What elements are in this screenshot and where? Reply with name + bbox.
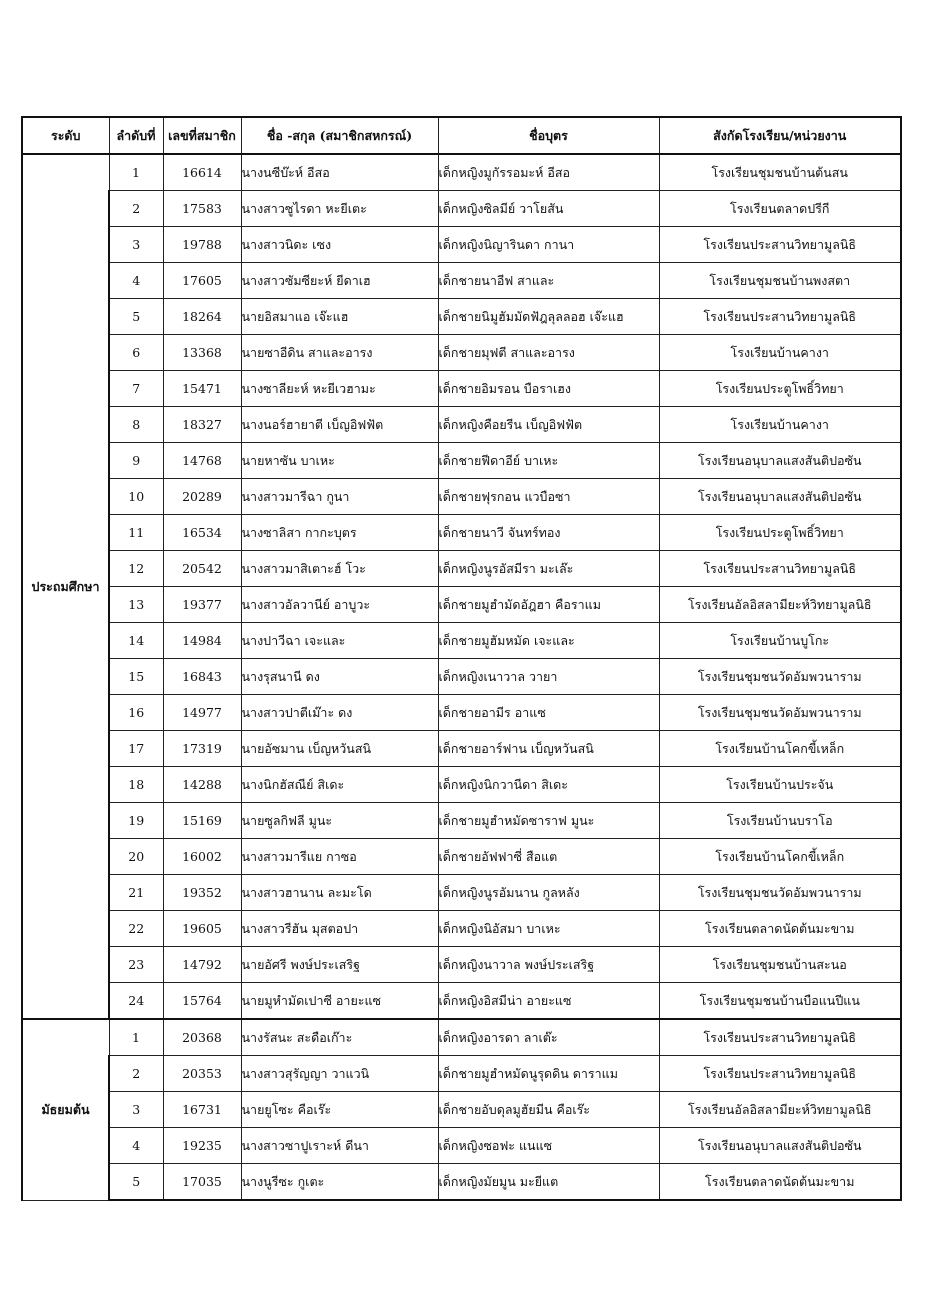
member-name-cell: นายยูโซะ คือเร๊ะ — [241, 1092, 438, 1128]
school-cell: โรงเรียนบ้านคางา — [659, 335, 901, 371]
table-row — [22, 299, 901, 335]
school-cell: โรงเรียนชุมชนบ้านต้นสน — [659, 154, 901, 191]
member-name-cell: นายมูหำมัดเปาซี อายะแซ — [241, 983, 438, 1020]
table-row — [22, 623, 901, 659]
order-cell: 5 — [109, 299, 163, 335]
member-name-cell: นางสาวซาปูเราะห์ ดีนา — [241, 1128, 438, 1164]
school-cell: โรงเรียนบ้านบูโกะ — [659, 623, 901, 659]
child-name-cell: เด็กชายอิมรอน บือราเฮง — [438, 371, 659, 407]
table-row — [22, 587, 901, 623]
school-cell: โรงเรียนชุมชนวัดอัมพวนาราม — [659, 875, 901, 911]
order-cell: 8 — [109, 407, 163, 443]
table-row — [22, 983, 901, 1020]
member-name-cell: นางสาวมาสิเตาะฮ์ โวะ — [241, 551, 438, 587]
child-name-cell: เด็กหญิงซอฟะ แนแซ — [438, 1128, 659, 1164]
level-cell: มัธยมต้น — [22, 1019, 109, 1200]
member-name-cell: นางสาวซัมซียะห์ ยีดาเฮ — [241, 263, 438, 299]
member-name-cell: นางสาวอัลวานีย์ อาบูวะ — [241, 587, 438, 623]
child-name-cell: เด็กหญิงนูรอัสมีรา มะเล๊ะ — [438, 551, 659, 587]
member-name-cell: นายซูลกิฟลี มูนะ — [241, 803, 438, 839]
table-row — [22, 803, 901, 839]
member-number-cell: 19352 — [163, 875, 241, 911]
child-name-cell: เด็กหญิงนูรอัมนาน กูลหลัง — [438, 875, 659, 911]
table-row — [22, 1019, 901, 1056]
child-name-cell: เด็กชายมูฮัมหมัด เจะและ — [438, 623, 659, 659]
child-name-cell: เด็กชายนิมูฮัมมัดฟัฎลุลลอฮ เจ๊ะแฮ — [438, 299, 659, 335]
child-name-cell: เด็กหญิงมูกัรรอมะห์ อีสอ — [438, 154, 659, 191]
school-cell: โรงเรียนอนุบาลแสงสันติปอซัน — [659, 1128, 901, 1164]
table-body — [22, 154, 901, 1200]
child-name-cell: เด็กชายฟีดาอีย์ บาเหะ — [438, 443, 659, 479]
member-number-cell: 14977 — [163, 695, 241, 731]
member-number-cell: 16002 — [163, 839, 241, 875]
table-row — [22, 767, 901, 803]
order-cell: 1 — [109, 154, 163, 191]
member-name-cell: นางนซีบ๊ะห์ อีสอ — [241, 154, 438, 191]
school-cell: โรงเรียนบ้านโคกขี้เหล็ก — [659, 839, 901, 875]
table-row — [22, 227, 901, 263]
table-row — [22, 515, 901, 551]
level-cell: ประถมศึกษา — [22, 154, 109, 1019]
child-name-cell: เด็กชายนาอีฟ สาและ — [438, 263, 659, 299]
member-number-cell: 18264 — [163, 299, 241, 335]
table-row — [22, 731, 901, 767]
child-name-cell: เด็กหญิงเนาวาล วายา — [438, 659, 659, 695]
header-member-name: ชื่อ -สกุล (สมาชิกสหกรณ์) — [241, 117, 438, 154]
child-name-cell: เด็กหญิงนิอัสมา บาเหะ — [438, 911, 659, 947]
school-cell: โรงเรียนอนุบาลแสงสันติปอซัน — [659, 443, 901, 479]
header-order: ลำดับที่ — [109, 117, 163, 154]
member-number-cell: 17605 — [163, 263, 241, 299]
child-name-cell: เด็กชายนาวี จันทร์ทอง — [438, 515, 659, 551]
child-name-cell: เด็กชายอัฟฟาซี่ สือแต — [438, 839, 659, 875]
order-cell: 24 — [109, 983, 163, 1020]
table-row — [22, 911, 901, 947]
member-number-cell: 14792 — [163, 947, 241, 983]
member-number-cell: 16843 — [163, 659, 241, 695]
header-member-no: เลขที่สมาชิก — [163, 117, 241, 154]
order-cell: 23 — [109, 947, 163, 983]
school-cell: โรงเรียนบ้านบราโอ — [659, 803, 901, 839]
member-number-cell: 16534 — [163, 515, 241, 551]
school-cell: โรงเรียนอัลอิสลามียะห์วิทยามูลนิธิ — [659, 587, 901, 623]
child-name-cell: เด็กชายมูฮำหมัดซาราฟ มูนะ — [438, 803, 659, 839]
order-cell: 9 — [109, 443, 163, 479]
member-name-cell: นางสาวรีฮัน มุสตอปา — [241, 911, 438, 947]
school-cell: โรงเรียนประตูโพธิ์วิทยา — [659, 515, 901, 551]
member-children-table — [21, 116, 902, 1201]
school-cell: โรงเรียนประสานวิทยามูลนิธิ — [659, 1056, 901, 1092]
table-row — [22, 695, 901, 731]
child-name-cell: เด็กหญิงอิสมีน่า อายะแซ — [438, 983, 659, 1020]
table-row — [22, 1056, 901, 1092]
school-cell: โรงเรียนชุมชนบ้านสะนอ — [659, 947, 901, 983]
school-cell: โรงเรียนอัลอิสลามียะห์วิทยามูลนิธิ — [659, 1092, 901, 1128]
member-number-cell: 17319 — [163, 731, 241, 767]
member-name-cell: นางซาลิสา กากะบุตร — [241, 515, 438, 551]
order-cell: 5 — [109, 1164, 163, 1201]
school-cell: โรงเรียนประสานวิทยามูลนิธิ — [659, 299, 901, 335]
order-cell: 17 — [109, 731, 163, 767]
order-cell: 16 — [109, 695, 163, 731]
member-name-cell: นายอัซมาน เบ็ญหวันสนิ — [241, 731, 438, 767]
order-cell: 13 — [109, 587, 163, 623]
table-row — [22, 1128, 901, 1164]
member-number-cell: 17035 — [163, 1164, 241, 1201]
table-row — [22, 335, 901, 371]
member-number-cell: 15471 — [163, 371, 241, 407]
member-name-cell: นางนูรีซะ กูเตะ — [241, 1164, 438, 1201]
member-number-cell: 14984 — [163, 623, 241, 659]
member-number-cell: 19377 — [163, 587, 241, 623]
member-number-cell: 16731 — [163, 1092, 241, 1128]
member-number-cell: 20542 — [163, 551, 241, 587]
member-name-cell: นางนอร์ฮายาตี เบ็ญอิฟฟัต — [241, 407, 438, 443]
member-name-cell: นางสาวปาตีเม๊าะ ดง — [241, 695, 438, 731]
order-cell: 2 — [109, 191, 163, 227]
table-row — [22, 154, 901, 191]
order-cell: 1 — [109, 1019, 163, 1056]
table-row — [22, 479, 901, 515]
member-number-cell: 20368 — [163, 1019, 241, 1056]
member-name-cell: นายซาอีดิน สาและอารง — [241, 335, 438, 371]
member-name-cell: นางรัสนะ สะดือเก๊าะ — [241, 1019, 438, 1056]
member-number-cell: 13368 — [163, 335, 241, 371]
child-name-cell: เด็กหญิงซิลมีย์ วาโยสัน — [438, 191, 659, 227]
child-name-cell: เด็กชายอาร์ฟาน เบ็ญหวันสนิ — [438, 731, 659, 767]
order-cell: 6 — [109, 335, 163, 371]
order-cell: 18 — [109, 767, 163, 803]
table-row — [22, 659, 901, 695]
member-name-cell: นางสาวมารีฉา กูนา — [241, 479, 438, 515]
member-number-cell: 15169 — [163, 803, 241, 839]
child-name-cell: เด็กหญิงนาวาล พงษ์ประเสริฐ — [438, 947, 659, 983]
member-number-cell: 14288 — [163, 767, 241, 803]
school-cell: โรงเรียนบ้านประจัน — [659, 767, 901, 803]
table-row — [22, 1164, 901, 1201]
child-name-cell: เด็กหญิงมัยมูน มะยีแต — [438, 1164, 659, 1201]
header-school: สังกัดโรงเรียน/หน่วยงาน — [659, 117, 901, 154]
table-row — [22, 371, 901, 407]
child-name-cell: เด็กชายมูฮำหมัดนูรุดดิน ดาราแม — [438, 1056, 659, 1092]
order-cell: 4 — [109, 263, 163, 299]
order-cell: 4 — [109, 1128, 163, 1164]
member-name-cell: นางสาวซูไรดา หะยีเตะ — [241, 191, 438, 227]
table-row — [22, 875, 901, 911]
school-cell: โรงเรียนตลาดปรีกี — [659, 191, 901, 227]
order-cell: 7 — [109, 371, 163, 407]
member-name-cell: นางซาลียะห์ หะยีเวฮามะ — [241, 371, 438, 407]
member-number-cell: 16614 — [163, 154, 241, 191]
member-number-cell: 15764 — [163, 983, 241, 1020]
order-cell: 11 — [109, 515, 163, 551]
member-name-cell: นายอัศรี พงษ์ประเสริฐ — [241, 947, 438, 983]
child-name-cell: เด็กหญิงนิกวานีดา สิเดะ — [438, 767, 659, 803]
child-name-cell: เด็กหญิงอารดา ลาเต๊ะ — [438, 1019, 659, 1056]
table-row — [22, 407, 901, 443]
school-cell: โรงเรียนชุมชนวัดอัมพวนาราม — [659, 695, 901, 731]
order-cell: 3 — [109, 227, 163, 263]
order-cell: 20 — [109, 839, 163, 875]
member-number-cell: 20289 — [163, 479, 241, 515]
member-number-cell: 14768 — [163, 443, 241, 479]
member-name-cell: นางรุสนานี ดง — [241, 659, 438, 695]
school-cell: โรงเรียนประสานวิทยามูลนิธิ — [659, 227, 901, 263]
order-cell: 14 — [109, 623, 163, 659]
member-name-cell: นายหาซัน บาเหะ — [241, 443, 438, 479]
header-row — [22, 117, 901, 154]
member-name-cell: นางสาวมารีแย กาซอ — [241, 839, 438, 875]
order-cell: 3 — [109, 1092, 163, 1128]
order-cell: 15 — [109, 659, 163, 695]
member-name-cell: นางสาวสุรัญญา วาแวนิ — [241, 1056, 438, 1092]
school-cell: โรงเรียนตลาดนัดต้นมะขาม — [659, 911, 901, 947]
member-number-cell: 19788 — [163, 227, 241, 263]
school-cell: โรงเรียนอนุบาลแสงสันติปอซัน — [659, 479, 901, 515]
member-number-cell: 18327 — [163, 407, 241, 443]
school-cell: โรงเรียนประสานวิทยามูลนิธิ — [659, 1019, 901, 1056]
school-cell: โรงเรียนประตูโพธิ์วิทยา — [659, 371, 901, 407]
member-number-cell: 20353 — [163, 1056, 241, 1092]
child-name-cell: เด็กชายอับดุลมูฮัยมีน คือเร๊ะ — [438, 1092, 659, 1128]
child-name-cell: เด็กหญิงคือยรีน เบ็ญอิฟฟัต — [438, 407, 659, 443]
school-cell: โรงเรียนชุมชนวัดอัมพวนาราม — [659, 659, 901, 695]
order-cell: 12 — [109, 551, 163, 587]
table-row — [22, 263, 901, 299]
school-cell: โรงเรียนชุมชนบ้านบือแนปีแน — [659, 983, 901, 1020]
child-name-cell: เด็กชายฟุรกอน แวบือซา — [438, 479, 659, 515]
school-cell: โรงเรียนชุมชนบ้านพงสตา — [659, 263, 901, 299]
member-name-cell: นางสาวนิดะ เซง — [241, 227, 438, 263]
member-number-cell: 19235 — [163, 1128, 241, 1164]
child-name-cell: เด็กชายอามีร อาแซ — [438, 695, 659, 731]
child-name-cell: เด็กชายมูฮำมัดอัฎฮา คือราแม — [438, 587, 659, 623]
member-number-cell: 17583 — [163, 191, 241, 227]
member-name-cell: นางนิกฮัสณีย์ สิเดะ — [241, 767, 438, 803]
member-name-cell: นายอิสมาแอ เจ๊ะแฮ — [241, 299, 438, 335]
school-cell: โรงเรียนบ้านคางา — [659, 407, 901, 443]
table-row — [22, 443, 901, 479]
order-cell: 2 — [109, 1056, 163, 1092]
member-name-cell: นางปาวีฉา เจะและ — [241, 623, 438, 659]
child-name-cell: เด็กหญิงนิญารินดา กานา — [438, 227, 659, 263]
header-child-name: ชื่อบุตร — [438, 117, 659, 154]
order-cell: 21 — [109, 875, 163, 911]
school-cell: โรงเรียนตลาดนัดต้นมะขาม — [659, 1164, 901, 1201]
table-row — [22, 947, 901, 983]
school-cell: โรงเรียนบ้านโคกขี้เหล็ก — [659, 731, 901, 767]
member-number-cell: 19605 — [163, 911, 241, 947]
order-cell: 19 — [109, 803, 163, 839]
member-name-cell: นางสาวฮานาน ละมะโด — [241, 875, 438, 911]
table-row — [22, 839, 901, 875]
table-row — [22, 551, 901, 587]
table-row — [22, 191, 901, 227]
header-level: ระดับ — [22, 117, 109, 154]
order-cell: 22 — [109, 911, 163, 947]
table-row — [22, 1092, 901, 1128]
child-name-cell: เด็กชายมุฟตี สาและอารง — [438, 335, 659, 371]
school-cell: โรงเรียนประสานวิทยามูลนิธิ — [659, 551, 901, 587]
order-cell: 10 — [109, 479, 163, 515]
